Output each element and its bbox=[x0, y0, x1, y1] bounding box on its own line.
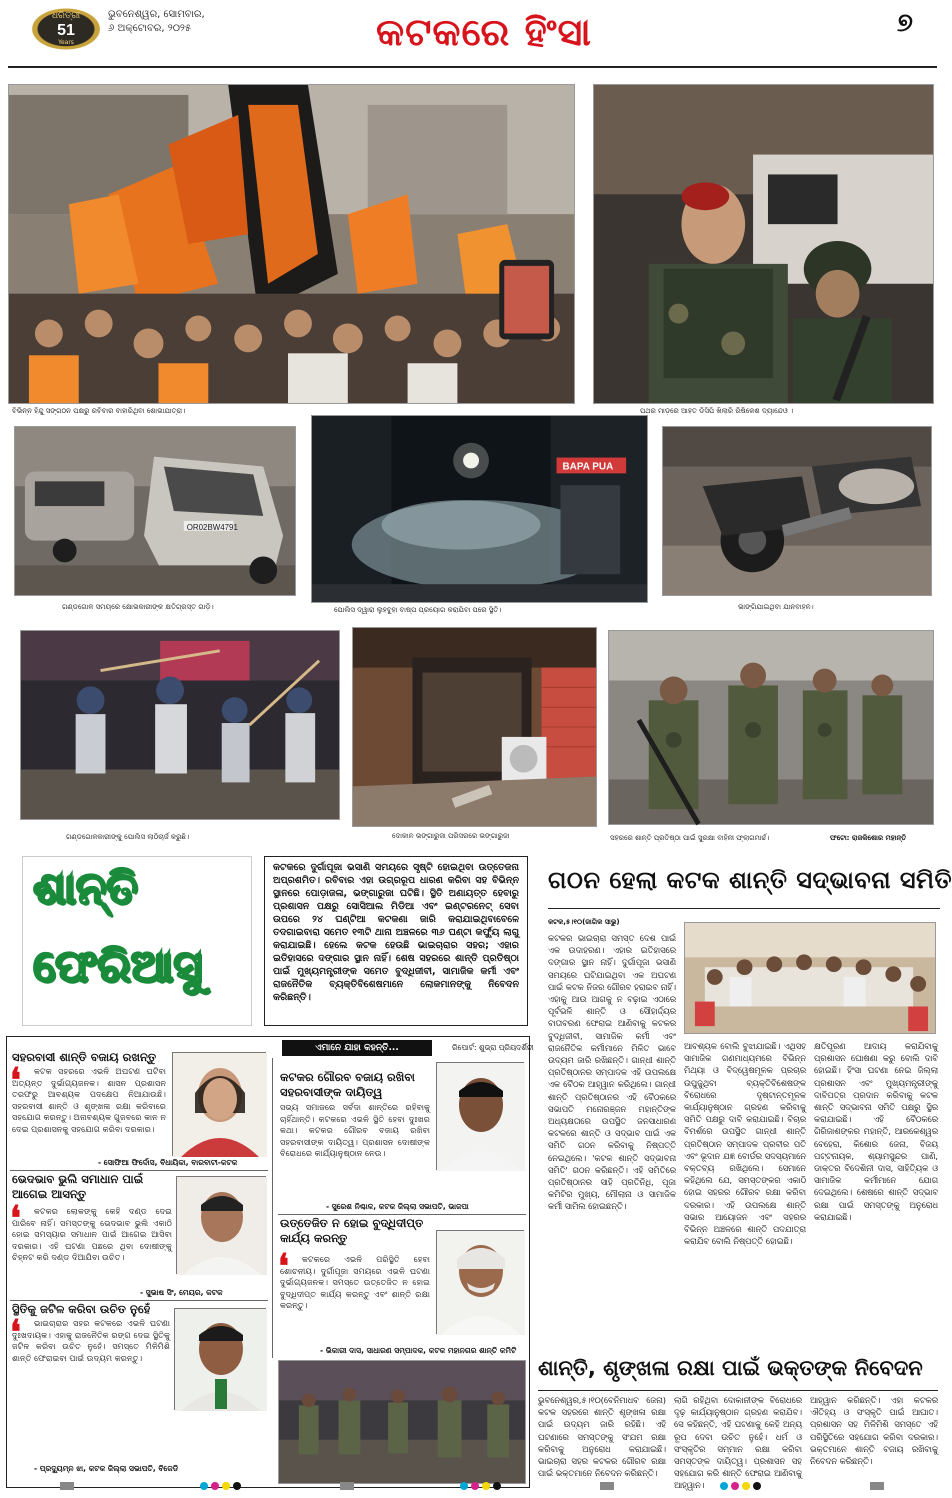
caption-injured-dcp: ପଥର ମାଡ଼ରେ ଆହତ ଡିସିପି ଖିଲାରି ରିଷିକେଶ ଦ୍ୟାନ୍ଦେଓ । bbox=[640, 407, 794, 415]
registration-gray-mark bbox=[60, 1482, 74, 1490]
story2-column-3 bbox=[810, 1394, 938, 1472]
opinion5-portrait bbox=[436, 1230, 524, 1334]
photo-police-patrol bbox=[278, 1360, 526, 1484]
story1-col2-text: ଆବଶ୍ୟକ ବୋଲି ବୁଝାଯାଇଛି। ଏଥିସହ ସାମାଜିକ ଗଣମାଧ୍ୟମରେ ବିଭିନ୍ନ ମିଥ୍ୟା ଓ ବିଦ୍ୱେଷମୂଳକ ପ୍ରଚାର ଉପୁଜୁଥିବା ବ୍ୟକ୍ତିବିଶେଷଙ୍କ ବିରୋଧରେ ଦୃଷ୍ଟାନ୍ତମୂଳକ କାର୍ଯ୍ୟାନୁଷ୍ଠାନ ଗ୍ରହଣ କରିବାକୁ ସମିତି ପକ୍ଷରୁ ଦାବି କରାଯାଇଛି। ବିଚାର ବିମର୍ଶରେ ଉପସ୍ଥିତ ଗାନ୍ଧୀ ଶାନ୍ତି ପ୍ରତିଷ୍ଠାନ ସମ୍ପାଦକ ପ୍ରବୀର ପତି ଏବଂ ଭୂଦାନ ଯଜ୍ଞ ବୋର୍ଡର ସଦସ୍ୟମାନେ ବକ୍ତବ୍ୟ ରଖିଥିଲେ। ସେମାନେ କହିଥିଲେ ଯେ, ସମସ୍ତଙ୍କର ଏକାଠି ହୋଇ ସହରର ଗୌରବ ରକ୍ଷା କରିବା ଦରକାର। ଏହି ଉପଲକ୍ଷେ ଶାନ୍ତି ସଭାର ଆୟୋଜନ ଏବଂ ସହରର ବିଭିନ୍ନ ଅଞ୍ଚଳରେ ଶାନ୍ତି ପଦଯାତ୍ରା କରାଯିବ ବୋଲି ନିଷ୍ପତ୍ତି ହୋଇଛି। bbox=[684, 1041, 806, 1247]
photo-peace-meeting bbox=[684, 922, 936, 1034]
story1-column-1 bbox=[548, 932, 676, 1352]
opinion4-portrait bbox=[436, 1062, 524, 1170]
page-number: ୭ bbox=[897, 8, 913, 38]
photo-procession bbox=[8, 84, 575, 404]
story1-dateline: କଟକ,୫।୧୦(ଜାଗିକ ସାଭୁ) bbox=[548, 918, 620, 926]
opinion1-signature: - ସୋଫିଆ ଫିର୍ଦୋସ, ବିଧାୟିକା, ବାରବାଟୀ-କଟକ bbox=[98, 1158, 238, 1167]
lead-text: କଟକରେ ଦୁର୍ଗାପୂଜା ଭସାଣି ସମୟରେ ସୃଷ୍ଟି ହୋଇଥିବା ଉତ୍ତେଜନା ଅପ୍ରଶମିତ। ରବିବାର ଏହା ଉଗ୍ରରୂପ ଧାରଣ କରିବା ସହ ବିଭିନ୍ନ ସ୍ଥାନରେ ପୋଡ଼ାଜଳା, ଭଙ୍ଗାରୁଜା ଘଟିଛି। ସ୍ଥିତି ଅଣାୟତ୍ତ ହେବାରୁ ପ୍ରଶାସନ ପକ୍ଷରୁ ସୋସିଆଲ ମିଡିଆ ଏବଂ ଇଣ୍ଟରନେଟ୍ ସେବା ଉପରେ ୨୪ ଘଣ୍ଟିଆ କଟକଣା ଜାରି କରାଯାଇଥିବାବେଳେ ତଦଗାଇବାରା ସମେତ ୧୩ଟି ଥାନା ଅଞ୍ଚଳରେ ୩୬ ଘଣ୍ଟା କର୍ଫ୍ୟୁ ଲାଗୁ କରାଯାଇଛି। ହେଲେ କଟକ ହେଉଛି ଭାଇଚାରାର ସହର; ଏହାର ଇତିହାସରେ ଦଙ୍ଗାର ସ୍ଥାନ ନାହିଁ। ଶେଷ ସହରରେ ଶାନ୍ତି ପ୍ରତିଷ୍ଠା ପାଇଁ ମୁଖ୍ୟମନ୍ତ୍ରୀଙ୍କ ସମେତ ବୁଦ୍ଧିଜୀବୀ, ସାମାଜିକ କର୍ମୀ ଏବଂ ରାଜନୈତିକ ବ୍ୟକ୍ତିବିଶେଷମାନେ ଲୋକମାନଙ୍କୁ ନିବେଦନ କରିଛନ୍ତି। bbox=[273, 862, 519, 1003]
photo-flag-march bbox=[608, 630, 934, 825]
story2-heading-rule bbox=[538, 1390, 938, 1391]
opinion3-portrait bbox=[174, 1308, 266, 1410]
opinion4-heading: କଟକର ଗୌରବ ବଜାୟ ରଖିବା ସହରବାସୀଙ୍କ ଦାୟିତ୍ୱ bbox=[280, 1070, 415, 1099]
story2-heading: ଶାନ୍ତି, ଶୃଙ୍ଖଳା ରକ୍ଷା ପାଇଁ ଭକ୍ତଙ୍କ ନିବେଦନ bbox=[538, 1356, 923, 1380]
registration-cyan-dot bbox=[460, 1482, 468, 1490]
opinion2-signature: - ସୁଭାଷ ସିଂ, ମେୟର, କଟକ bbox=[140, 1288, 223, 1297]
feature-heading-line2: ଫେରିଆସୁ bbox=[33, 941, 202, 992]
opinion3-text: ଭାଇଚାରାର ସହର କଟକରେ ଏଭଳି ଘଟଣା ଦୁଃଖଦାୟକ। ଏହାକୁ ରାଜନୈତିକ ରଙ୍ଗ ଦେଇ ସ୍ଥିତିକୁ ଜଟିଳ କରିବା ଉଚିତ ନୁହେଁ। ସମସ୍ତେ ମିଳିମିଶି ଶାନ୍ତି ଫେରାଇବା ପାଇଁ ଉଦ୍ୟମ କରନ୍ତୁ। bbox=[12, 1318, 170, 1363]
registration-magenta-dot bbox=[471, 1482, 479, 1490]
newspaper-logo bbox=[28, 6, 104, 52]
opinions-bar-title: ଏମାନେ ଯାହା କହନ୍ତି... bbox=[282, 1040, 432, 1056]
opinion1-text: କଟକ ସହରରେ ଏଭଳି ଅଘଟଣ ଘଟିବା ଅତ୍ୟନ୍ତ ଦୁର୍ଭାଗ୍ୟଜନକ। ଶାସନ ପ୍ରଶାସନ ତରଫରୁ ଆବଶ୍ୟକ ପଦକ୍ଷେପ ନିଆଯାଉଛି। ସହରବାସୀ ଶାନ୍ତି ଓ ଶୃଙ୍ଖଳା ରକ୍ଷା କରିବାରେ ସହଯୋଗ କରନ୍ତୁ। ଅନାବଶ୍ୟକ ଗୁଜବରେ କାନ ନ ଦେଇ ପ୍ରଶାସନକୁ ସହଯୋଗ କରିବା ଦରକାର। bbox=[12, 1066, 166, 1134]
opinion5-text: କଟକରେ ଏଭଳି ପରିସ୍ଥିତି ହେବା ଶୋଚନୀୟ। ଦୁର୍ଗାପୂଜା ସମୟରେ ଏଭଳି ଘଟଣା ଦୁର୍ଭାଗ୍ୟଜନକ। ସମସ୍ତେ ଉତ୍ତେଜିତ ନ ହୋଇ ବୁଦ୍ଧିଦୀପ୍ତ କାର୍ଯ୍ୟ କରନ୍ତୁ ଏବଂ ଶାନ୍ତି ରକ୍ଷା କରନ୍ତୁ। bbox=[280, 1254, 430, 1310]
story1-col3-text: କ୍ଷତିପୂରଣ ଆଦାୟ କରାଯିବାକୁ ପ୍ରଶାସନ ଘୋଷଣା କରୁ ବୋଲି ଦାବି ହୋଇଛି। ହିଂସା ଘଟଣା ନେଇ ଜିଲ୍ଲା ପ୍ରଶାସନ ଏବଂ ମୁଖ୍ୟମନ୍ତ୍ରୀଙ୍କୁ ଦାବିପତ୍ର ପ୍ରଦାନ କରିବାକୁ କଟକ ଶାନ୍ତି ସଦ୍ଭାବନା ସମିତି ପକ୍ଷରୁ ସ୍ଥିର କରାଯାଇଛି। ଏହି ବୈଠକରେ ଗିରିଜାଶଙ୍କର ମହାନ୍ତି, ଆରକେଶ୍ୱର ବେହେରା, କିଶୋର ଜେନା, ବିଜୟ ପଟ୍ଟନାୟକ, ଶ୍ୟାମସୁନ୍ଦର ପାଣି, ଡାକ୍ତର ବିଦେଶିନୀ ଦାସ, ସାହିତ୍ୟିକ ଓ ସାମାଜିକ କର୍ମୀମାନେ ଯୋଗ ଦେଇଥିଲେ। ଶେଷରେ ଶାନ୍ତି ସଦ୍ଭାବ ରକ୍ଷା ପାଇଁ ସମସ୍ତଙ୍କୁ ଅନୁରୋଧ କରାଯାଇଛି। bbox=[814, 1041, 938, 1222]
photo-damaged-cars bbox=[14, 426, 296, 596]
lead-box bbox=[264, 856, 528, 1026]
opinion3-heading: ସ୍ଥିତିକୁ ଜଟିଳ କରିବା ଉଚିତ ନୁହେଁ bbox=[12, 1302, 151, 1316]
opinion1-heading: ସହରବାସୀ ଶାନ୍ତି ବଜାୟ ରଖନ୍ତୁ bbox=[12, 1050, 157, 1064]
car-plate-text: OR02BW4791 bbox=[186, 522, 238, 532]
opinion3-quote-mark: ❛ bbox=[10, 1313, 21, 1353]
opinion4-signature: - ସୁରେଶ ନିଶ୍ଚାଳ, କଟକ ଜିଲ୍ଲା ସଭାପତି, ଭାଜପା bbox=[326, 1202, 469, 1211]
story1-column-3 bbox=[814, 1040, 938, 1352]
caption-procession: ବିଭିନ୍ନ ହିନ୍ଦୁ ସଙ୍ଗଠନ ପକ୍ଷରୁ ରବିବାର ବାହାରିଥିବା ଶୋଭାଯାତ୍ରା। bbox=[12, 407, 186, 415]
registration-black-dot bbox=[753, 1482, 761, 1490]
photo-injured-dcp bbox=[593, 84, 934, 404]
registration-yellow-dot bbox=[742, 1482, 750, 1490]
opinion2-quote-mark: ❛ bbox=[10, 1199, 21, 1239]
opinion5-signature: - ଭିକାରୀ ଦାସ, ସାଧାରଣ ସମ୍ପାଦକ, କଟକ ମହାନଗର ଶାନ୍ତି କମିଟି bbox=[320, 1346, 517, 1355]
opinion5-quote-mark: ❛ bbox=[278, 1247, 289, 1287]
opinion2-portrait bbox=[176, 1176, 266, 1274]
opinion1-portrait bbox=[172, 1052, 266, 1156]
opinions-reporter: ରିପୋର୍ଟ: ଶୁଭ୍ରା ପ୍ରିୟଦର୍ଶିନୀ bbox=[452, 1043, 534, 1052]
caption-broken-bikes: ଭାଙ୍ଗିଯାଇଥିବା ଯାନବାହନ। bbox=[738, 603, 814, 611]
opinion3-signature: - ପ୍ରଦ୍ୟୁମ୍ନ ଝା, କଟକ ଜିଲ୍ଲା ସଭାପତି, ବିଜେଡି bbox=[34, 1464, 179, 1473]
print-registration-strip bbox=[0, 1476, 945, 1498]
photo-lathi-charge bbox=[20, 630, 340, 820]
photo-broken-bikes bbox=[662, 426, 932, 596]
feature-heading-box bbox=[22, 856, 252, 1026]
story2-column-1 bbox=[538, 1394, 666, 1479]
opinion1-quote-mark: ❛ bbox=[10, 1061, 21, 1101]
logo-label: ଧରିତ୍ରୀ bbox=[51, 11, 81, 21]
opinion2-divider bbox=[10, 1300, 268, 1301]
registration-cyan-dot bbox=[720, 1482, 728, 1490]
registration-gray-mark bbox=[870, 1482, 884, 1490]
logo-years: Years bbox=[58, 39, 74, 46]
logo-number: 51 bbox=[57, 22, 75, 39]
registration-magenta-dot bbox=[211, 1482, 219, 1490]
feature-heading-line1: ଶାନ୍ତି bbox=[33, 863, 138, 914]
dateline-line2: ୬ ଅକ୍ଟୋବର, ୨୦୨୫ bbox=[108, 23, 192, 34]
registration-gray-mark bbox=[600, 1482, 614, 1490]
registration-black-dot bbox=[493, 1482, 501, 1490]
photo-credit: ଫଟୋ: ରାଜକିଶୋର ମହାନ୍ତି bbox=[830, 834, 907, 842]
dateline bbox=[108, 8, 205, 36]
page-headline: କଟକରେ ହିଂସା bbox=[376, 10, 592, 54]
registration-gray-mark bbox=[340, 1482, 354, 1490]
opinion4-divider bbox=[278, 1214, 526, 1215]
photo-vandalised-shop bbox=[352, 627, 597, 827]
registration-black-dot bbox=[233, 1482, 241, 1490]
caption-lathi-charge: ଗଣ୍ଡଗୋଳକାରୀଙ୍କୁ ପୋଲିସ ଲାଠିଚାର୍ଜ କରୁଛି। bbox=[66, 833, 189, 841]
opinion4-text: ସଭ୍ୟ ସମାଜରେ ସର୍ବଦା ଶାନ୍ତିରେ ରହିବାକୁ ଚାହିଁଥାନ୍ତି। କଟକରେ ଏଭଳି ସ୍ଥିତି ହେବା ଦୁଃଖର କଥା। କଟକର ଗୌରବ ବଜାୟ ରଖିବା ସହରବାସୀଙ୍କ ଦାୟିତ୍ୱ। ପ୍ରଶାସନ ଦୋଷୀଙ୍କ ବିରୋଧରେ କାର୍ଯ୍ୟାନୁଷ୍ଠାନ ନେଉ। bbox=[280, 1102, 430, 1158]
header-rule bbox=[8, 66, 937, 68]
story2-col2-text: ଲାଗି ରହିଥିବା ଦୋକାନୀଙ୍କ ବିରୋଧରେ ଦୃଢ଼ କାର୍ଯ୍ୟାନୁଷ୍ଠାନ ଗ୍ରହଣ କରାଯିବ। ସେ କହିଛନ୍ତି, ଏହି ଘଟଣାକୁ କେହି ଅନ୍ୟ ରୂପ ଦେବା ଉଚିତ ନୁହେଁ। ଧର୍ମ ଓ ସଂସ୍କୃତିର ସମ୍ମାନ ରକ୍ଷା କରିବା ସମସ୍ତଙ୍କ ଦାୟିତ୍ୱ। ପ୍ରଶାସନ ସହ ସହଯୋଗ କରି ଶାନ୍ତି ଫେରାଇ ଆଣିବାକୁ ଆହ୍ୱାନ। bbox=[674, 1395, 802, 1491]
story1-column-2 bbox=[684, 1040, 806, 1352]
registration-magenta-dot bbox=[731, 1482, 739, 1490]
story1-col1-text: କଟକର ଭାଇଚାରା ସମସ୍ତ ଦେଶ ପାଇଁ ଏକ ଉଦାହରଣ। ଏହାର ଇତିହାସରେ ଦଙ୍ଗାର ସ୍ଥାନ ନାହିଁ। ଦୁର୍ଗାପୂଜା ଭସାଣି ସମୟରେ ଘଟିଯାଇଥିବା ଏକ ଅଘଟଣ ପାଇଁ କଟକ ନିଜର ଗୌରବ ହରାଇବ ନାହିଁ। ଏହାକୁ ଆଉ ଆଗକୁ ନ ବଢ଼ାଇ ଏଠାରେ ପୂର୍ବଭଳି ଶାନ୍ତି ଓ ସୌହାର୍ଦ୍ଦ୍ୟର ବାତାବରଣ ଫେରାଇ ଆଣିବାକୁ କଟକର ବୁଦ୍ଧିଜୀବୀ, ସାମାଜିକ କର୍ମୀ ଏବଂ ରାଜନୈତିକ କର୍ମୀମାନେ ମିଳିତ ଭାବେ ଉଦ୍ୟମ ଜାରି ରଖିଛନ୍ତି। ଗାନ୍ଧୀ ଶାନ୍ତି ପ୍ରତିଷ୍ଠାନର ସମ୍ପାଦକ ଏହି ଉପଲକ୍ଷେ ଏକ ବୈଠକ ଆହ୍ୱାନ କରିଥିଲେ। ଗାନ୍ଧୀ ଶାନ୍ତି ପ୍ରତିଷ୍ଠାନର ଏହି ବୈଠକରେ ସଭାପତି ମନୋରଞ୍ଜନ ମହାନ୍ତିଙ୍କ ଅଧ୍ୟକ୍ଷତାରେ ଉପସ୍ଥିତ ଜନସାଧାରଣ କଟକରେ ଶାନ୍ତି ଓ ସଦ୍ଭାବ ପାଇଁ ଏକ ସମିତି ଗଠନ କରିବାକୁ ନିଷ୍ପତ୍ତି ନେଇଥିଲେ। 'କଟକ ଶାନ୍ତି ସଦ୍ଭାବନା ସମିତି' ଗଠନ କରିଛନ୍ତି। ଏହି ସମିତିରେ ପ୍ରତିଷ୍ଠାନର ସାହି ପ୍ରତିନିଧି, ପୂଜା କମିଟିର ମୁଖ୍ୟ, ମୌଲାନା ଓ ସାମାଜିକ କର୍ମୀ ସାମିଲ ହୋଇଛନ୍ତି। bbox=[548, 933, 676, 1212]
photo-tear-gas-street bbox=[311, 415, 648, 603]
dateline-line1: ଭୁବନେଶ୍ୱର, ସୋମବାର, bbox=[108, 9, 205, 20]
caption-vandalised-shop: ଦୋକାନ ଭଙ୍ଗାରୁଜା ପରିସରରେ ଭଙ୍ଗାରୁଜା bbox=[392, 832, 510, 840]
registration-yellow-dot bbox=[482, 1482, 490, 1490]
story1-heading: ଗଠନ ହେଲା କଟକ ଶାନ୍ତି ସଦ୍ଭାବନା ସମିତି bbox=[548, 866, 952, 894]
caption-damaged-cars: ଗଣ୍ଡଗୋଳ ସମୟରେ କ୍ଷୋଭକାରୀଙ୍କ କ୍ଷତିଗ୍ରସ୍ତ ଗାଡ଼ି। bbox=[62, 603, 214, 611]
story2-column-2 bbox=[674, 1394, 802, 1491]
caption-tear-gas: ପୋଲିସ ଦ୍ୱାରା ଲୁହବୁହା ବାଷ୍ପ ପ୍ରୟୋଗ କରାଯିବା ପରେ ସ୍ଥିତି। bbox=[334, 606, 502, 614]
shop-sign-text: BAPA PUA bbox=[562, 461, 614, 473]
opinion1-divider bbox=[10, 1170, 268, 1171]
caption-flag-march: ସହରରେ ଶାନ୍ତି ପ୍ରତିଷ୍ଠା ପାଇଁ ସୁରକ୍ଷା ବାହିନୀ ଫ୍ଲାଗମାର୍ଚ୍ଚ। bbox=[610, 834, 770, 842]
story1-heading-rule bbox=[548, 908, 940, 909]
opinion5-heading: ଉତ୍ତେଜିତ ନ ହୋଇ ବୁଦ୍ଧିଦୀପ୍ତ କାର୍ଯ୍ୟ କରନ୍ତୁ bbox=[280, 1216, 424, 1245]
story2-col1-text: ଭୁବନେଶ୍ୱର,୫।୧୦(ବେନିମାଧବ ଜେନା) କଟକ ସହରରେ ଶାନ୍ତି ଶୃଙ୍ଖଳା ରକ୍ଷା ପାଇଁ ଉଦ୍ୟମ ଜାରି ରହିଛି। ଏହି ଘଟଣାରେ ସମସ୍ତଙ୍କୁ ସଂଯମ ରକ୍ଷା କରିବାକୁ ଅନୁରୋଧ କରାଯାଇଛି। ଭାଇଚାରା ସହର କଟକର ଗୌରବ ରକ୍ଷା ପାଇଁ ଭକ୍ତମାନେ ନିବେଦନ କରିଛନ୍ତି। bbox=[538, 1395, 666, 1479]
registration-yellow-dot bbox=[222, 1482, 230, 1490]
opinion2-text: କଟକର ଲୋକଙ୍କୁ କେହି ଦଣ୍ଡ ଦେଇ ପାରିବେ ନାହିଁ। ସମସ୍ତଙ୍କୁ ଭେଦଭାବ ଭୁଲି ଏକାଠି ହୋଇ ସମସ୍ୟାର ସମାଧାନ ପାଇଁ ଆଗେଇ ଆସିବା ଦରକାର। ଏହି ଘଟଣା ପଛରେ ଥିବା ଦୋଷୀଙ୍କୁ ଚିହ୍ନଟ କରି ଦଣ୍ଡ ଦିଆଯିବା ଉଚିତ। bbox=[12, 1206, 172, 1262]
story2-col3-text: ଆହ୍ୱାନ କରିଛନ୍ତି। ଏହା କଟକର ଐତିହ୍ୟ ଓ ସଂସ୍କୃତି ପାଇଁ ଆଘାତ। ପ୍ରଶାସନ ସହ ମିଳିମିଶି ସମସ୍ତେ ଏହି ପରିସ୍ଥିତିରେ ସହଯୋଗ କରିବା ଦରକାର। ଭକ୍ତମାନେ ଶାନ୍ତି ବଜାୟ ରଖିବାକୁ ନିବେଦନ କରିଛନ୍ତି। bbox=[810, 1395, 938, 1467]
opinions-divider bbox=[272, 1058, 273, 1358]
opinion2-heading: ଭେଦଭାବ ଭୁଲି ସମାଧାନ ପାଇଁ ଆଗେଇ ଆସନ୍ତୁ bbox=[12, 1172, 144, 1201]
registration-cyan-dot bbox=[200, 1482, 208, 1490]
